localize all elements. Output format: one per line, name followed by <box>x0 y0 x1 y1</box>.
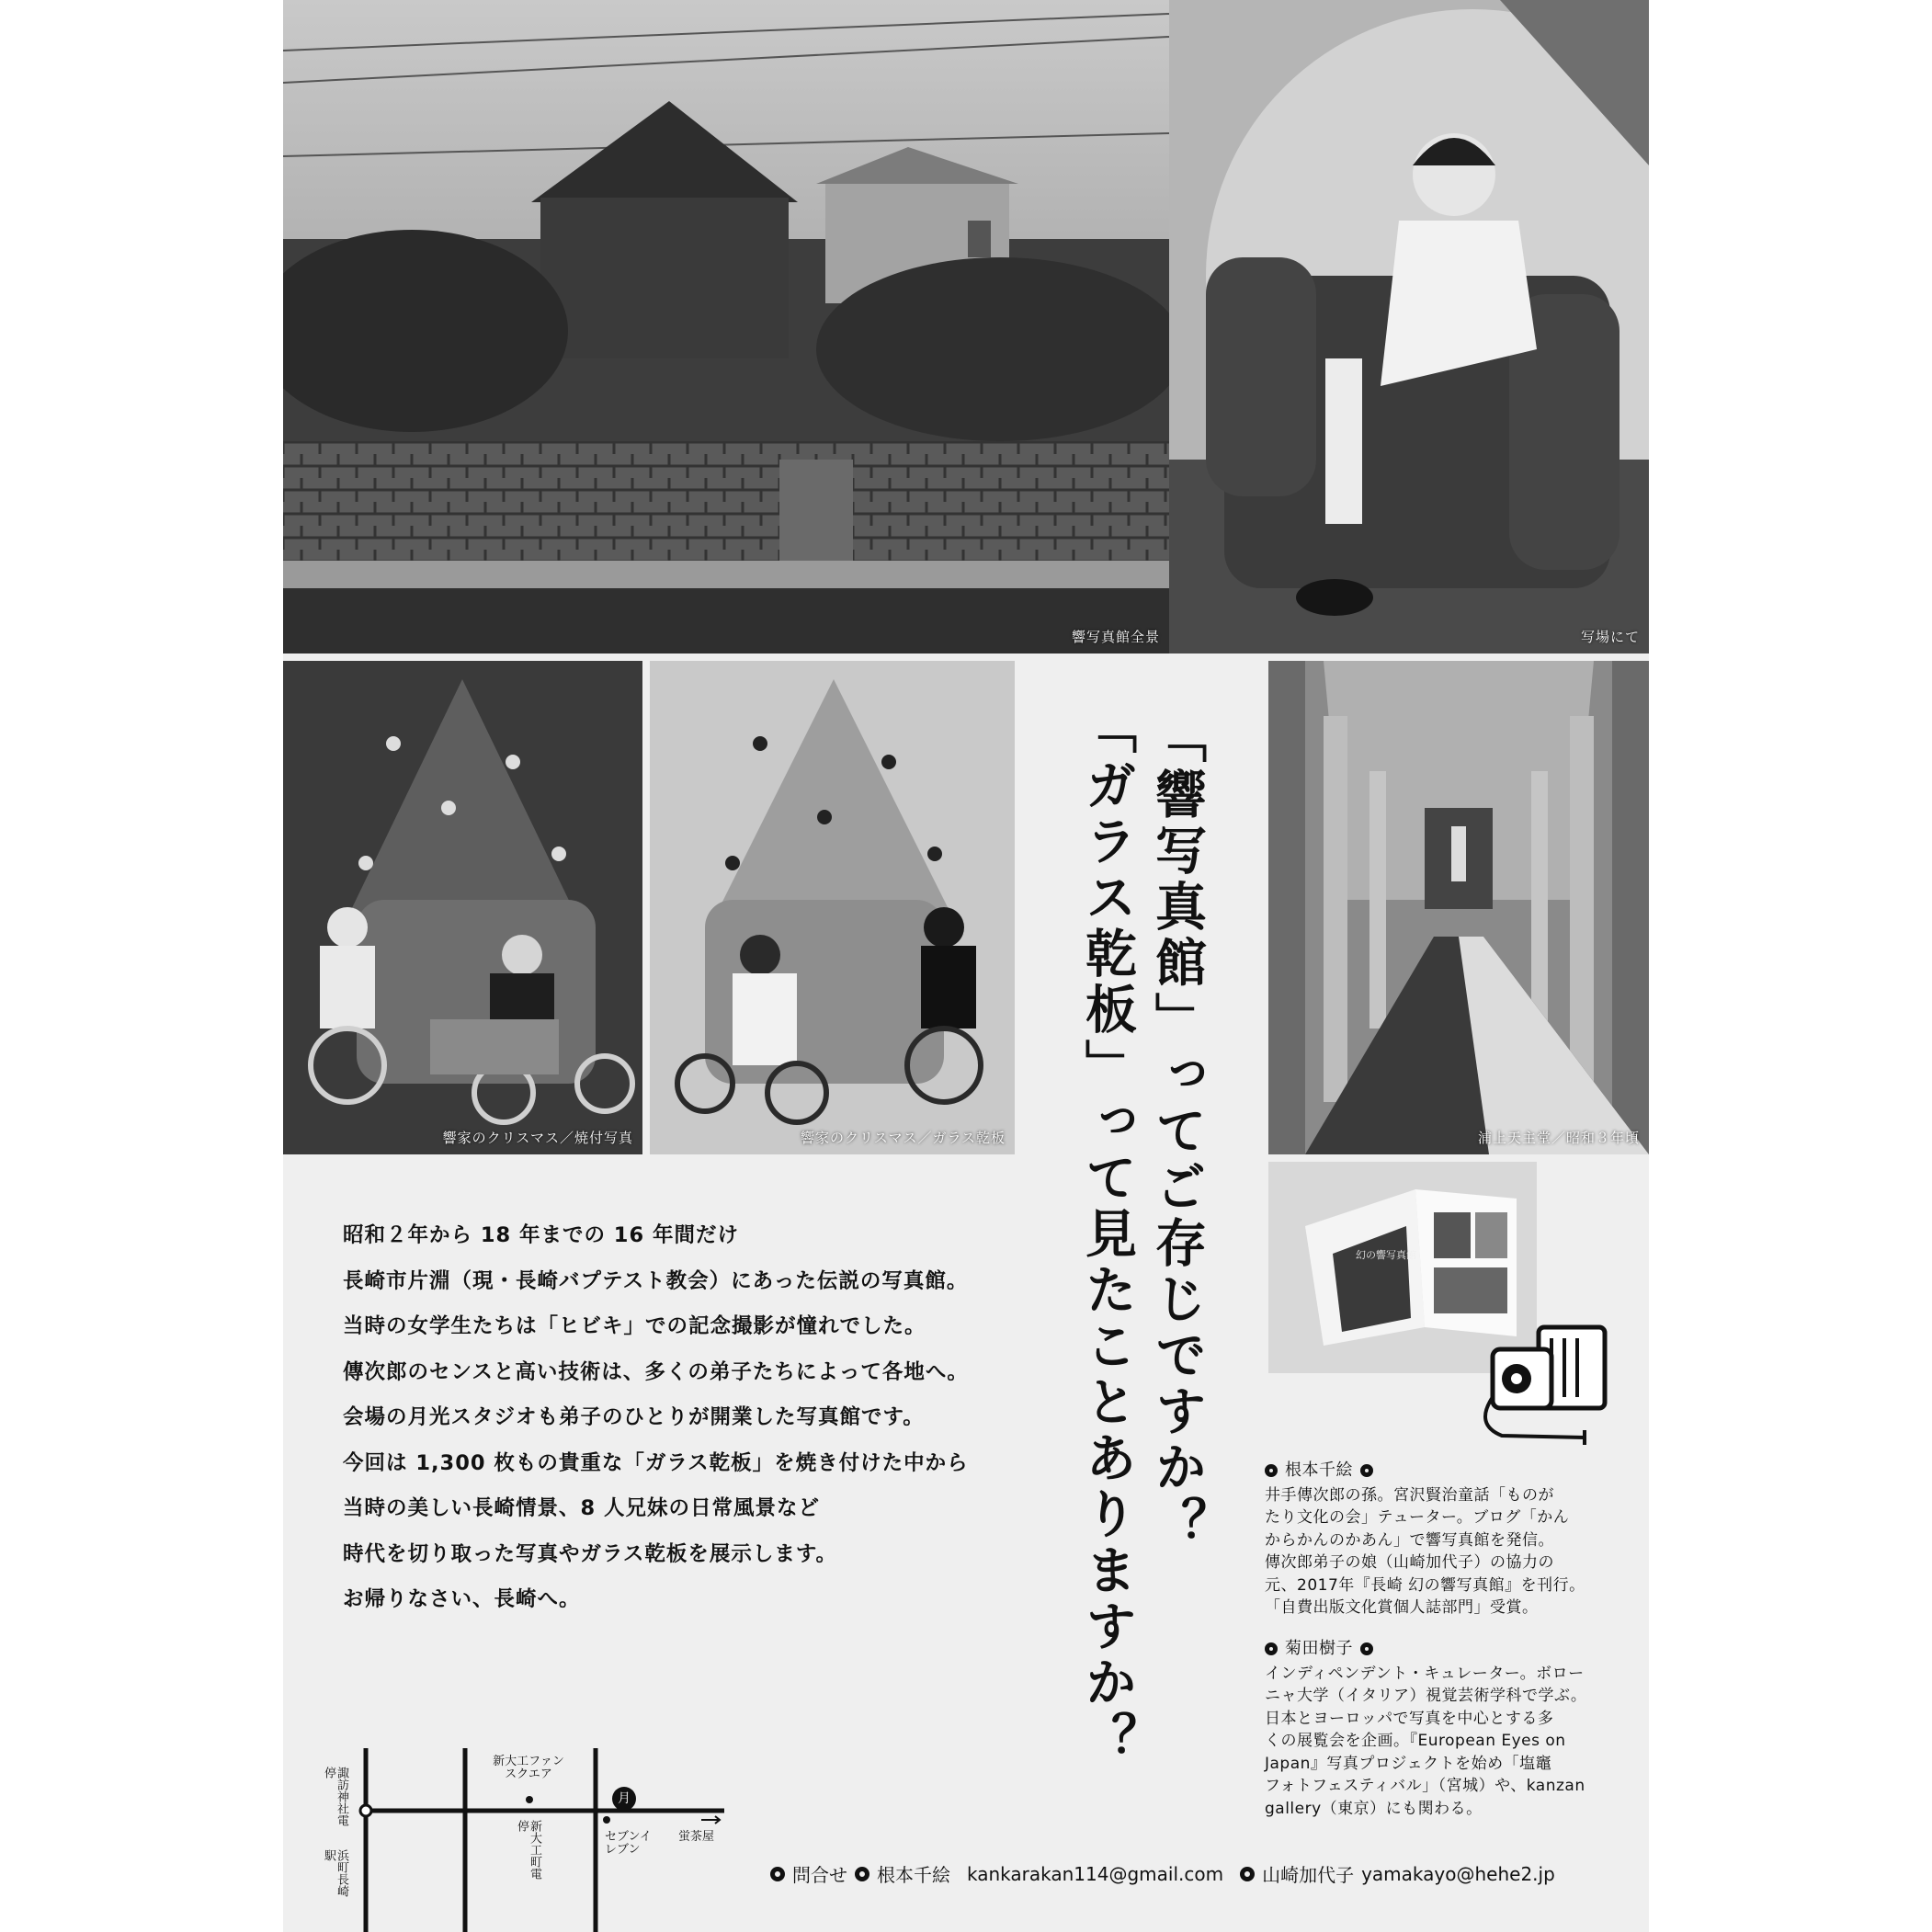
ring-bullet-icon <box>855 1867 869 1881</box>
ring-bullet-icon <box>1240 1867 1255 1881</box>
contact-person-2: 山崎加代子 <box>1262 1864 1355 1886</box>
christmas-print-photo <box>283 661 642 1154</box>
intro-line: 今回は 1,300 枚もの貴重な「ガラス乾板」を焼き付けた中から <box>343 1450 969 1475</box>
map-hotaru: 蛍茶屋 <box>678 1830 715 1844</box>
ring-bullet-icon <box>1265 1642 1278 1655</box>
bio-nemoto <box>1265 1460 1640 1619</box>
contact-person-1: 根本千絵 <box>877 1864 950 1886</box>
bio-name: 根本千絵 <box>1285 1460 1353 1480</box>
intro-line: 当時の美しい長崎情景、8 人兄妹の日常風景など <box>343 1496 820 1520</box>
bio-heading <box>1265 1460 1640 1483</box>
map-suwa: 諏訪神社電停 <box>322 1767 348 1826</box>
bio-line: 日本とヨーロッパで写真を中心とする多 <box>1265 1709 1554 1728</box>
intro-text <box>343 1213 1060 1623</box>
intro-line: 会場の月光スタジオも弟子のひとりが開業した写真館です。 <box>343 1405 925 1429</box>
map-seven-eleven: セブンイレブン <box>605 1830 652 1857</box>
map-hamamachi: 浜町長崎駅 <box>322 1849 348 1897</box>
building-caption: 響写真館全景 <box>1071 629 1160 645</box>
cathedral-photo <box>1268 661 1649 1154</box>
bio-heading <box>1265 1638 1640 1661</box>
bio-line: ニャ大学（イタリア）視覚芸術学科で学ぶ。 <box>1265 1687 1587 1705</box>
bio-line: 傳次郎弟子の娘（山崎加代子）の協力の <box>1265 1553 1554 1572</box>
map-fans-square: 新大工ファンスクエア <box>493 1755 564 1781</box>
cathedral-caption: 浦上天主堂／昭和３年頃 <box>1477 1130 1640 1146</box>
bio-line: 元、2017年『長崎 幻の響写真館』を刊行。 <box>1265 1575 1585 1595</box>
title-line-1: 「響写真館」ってご存じですか？ <box>1147 711 1207 1552</box>
intro-line: 昭和２年から 18 年までの 16 年間だけ <box>343 1223 739 1247</box>
contact-label: 問合せ <box>792 1864 847 1886</box>
contact-line <box>770 1860 1555 1887</box>
christmas-glass-caption: 響家のクリスマス／ガラス乾板 <box>801 1130 1006 1146</box>
bio-line: Japan』写真プロジェクトを始め「塩竈 <box>1265 1754 1552 1773</box>
bio-name: 菊田樹子 <box>1285 1639 1353 1658</box>
girl-caption: 写場にて <box>1580 629 1640 645</box>
ring-bullet-icon <box>1360 1642 1373 1655</box>
ring-bullet-icon <box>1360 1464 1373 1477</box>
title-line-2: 「ガラス乾板」って見たことありますか？ <box>1077 702 1137 1767</box>
bio-line: フォトフェスティバル」（宮城）や、kanzan <box>1265 1777 1585 1795</box>
building-photo <box>283 0 1169 653</box>
bio-kikuta <box>1265 1638 1640 1820</box>
bio-line: インディペンデント・キュレーター。ボロー <box>1265 1664 1585 1683</box>
intro-line: 傳次郎のセンスと高い技術は、多くの弟子たちによって各地へ。 <box>343 1359 969 1384</box>
christmas-glass-photo <box>650 661 1015 1154</box>
bio-line: くの展覧会を企画。『European Eyes on <box>1265 1732 1566 1750</box>
intro-line: 長崎市片淵（現・長崎バプテスト教会）にあった伝説の写真館。 <box>343 1268 969 1293</box>
christmas-print-caption: 響家のクリスマス／焼付写真 <box>442 1130 633 1146</box>
intro-line: 時代を切り取った写真やガラス乾板を展示します。 <box>343 1541 838 1566</box>
bio-line: たり文化の会」テューター。ブログ「かん <box>1265 1508 1570 1527</box>
map-shindaiku-stop: 新大工町電停 <box>515 1820 541 1880</box>
access-map <box>283 1728 835 1932</box>
book-cover-text: 幻の響写真館 <box>1356 1249 1416 1261</box>
bio-line: 井手傳次郎の孫。宮沢賢治童話「ものが <box>1265 1485 1554 1505</box>
intro-line: お帰りなさい、長崎へ。 <box>343 1587 581 1611</box>
venue-marker-icon: 月 <box>612 1787 636 1811</box>
contact-email-2[interactable]: yamakayo@hehe2.jp <box>1361 1862 1555 1885</box>
camera-icon <box>1474 1314 1618 1452</box>
intro-line: 当時の女学生たちは「ヒビキ」での記念撮影が憧れでした。 <box>343 1314 926 1338</box>
ring-bullet-icon <box>1265 1464 1278 1477</box>
contact-email-1[interactable]: kankarakan114@gmail.com <box>967 1862 1224 1885</box>
bio-line: からかんのかあん」で響写真館を発信。 <box>1265 1530 1554 1550</box>
girl-photo <box>1169 0 1649 653</box>
bio-line: gallery（東京）にも関わる。 <box>1265 1799 1483 1818</box>
bio-line: 「自費出版文化賞個人誌部門」受賞。 <box>1265 1598 1539 1617</box>
flyer <box>283 0 1649 1932</box>
